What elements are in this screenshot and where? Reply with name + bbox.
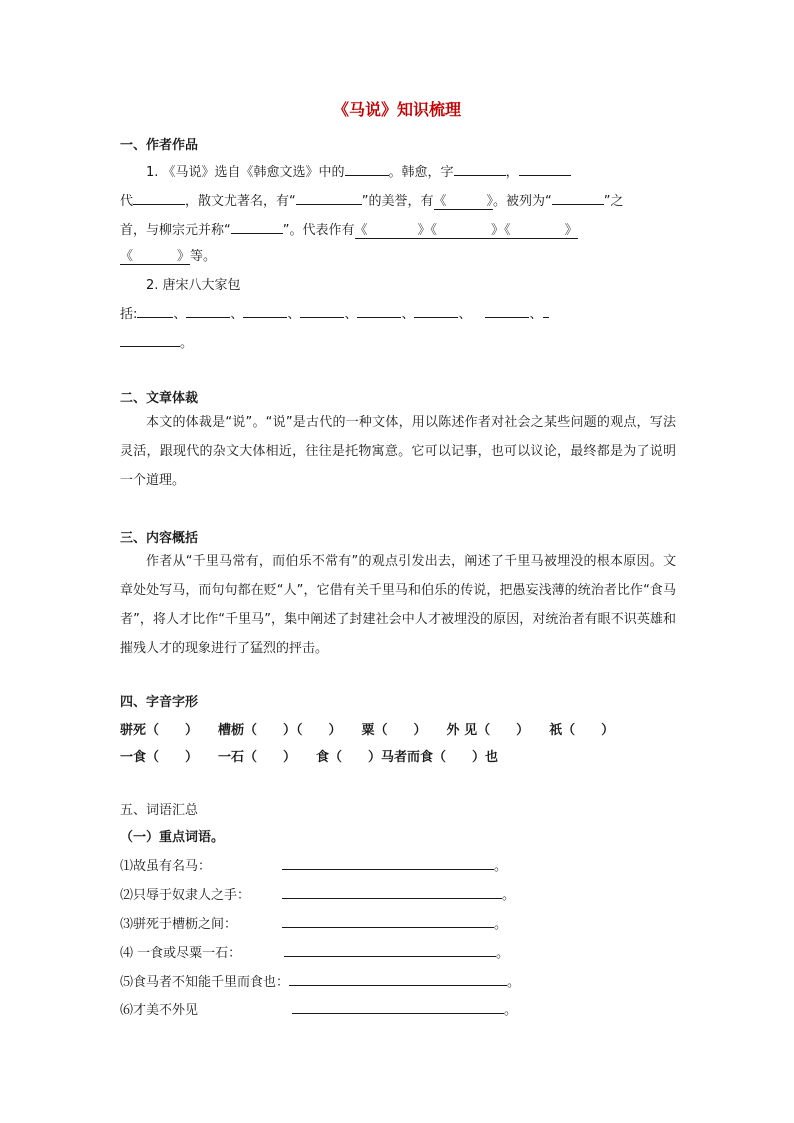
blank[interactable] [289,973,507,986]
pinyin-row-1 [120,719,614,738]
section-3-heading: 三、内容概括 [120,531,199,546]
blank[interactable] [345,162,389,176]
vocab-item-3: ⑶骈死于槽枥之间： [120,917,238,932]
blank[interactable] [414,304,458,318]
blank[interactable] [284,944,496,957]
pinyin-row-2 [120,746,498,765]
section-5-subheading: （一）重点词语。 [120,830,225,845]
s1-line-2: 代 ，散文尤著名，有“ ”的美誉，有《 》。被列为“ ”之 [120,190,624,209]
s1-q2-line-3: 。 [120,332,193,351]
vocab-answer-6: 。 [292,999,517,1018]
book-blank[interactable]: 《 》 [433,194,494,209]
blank[interactable] [543,304,549,318]
blank[interactable] [282,886,502,899]
book-blank[interactable]: 《 》《 》《 》 [354,223,578,238]
blank[interactable] [120,333,180,347]
section-3-paragraph: 作者从“千里马常有，而伯乐不常有”的观点引发出去，阐述了千里马被埋没的根本原因。文章处处写马，而句句都在贬“人”，它借有关千里马和伯乐的传说，把愚妄浅薄的统治者比作“食马者”，将人才比作“千里马”，集中阐述了封建社会中人才被埋没的原因，对统治者有眼不识英雄和摧残人才的现象进行了猛烈的抨击。 [120,554,676,656]
blank[interactable] [282,857,494,870]
blank[interactable] [357,304,401,318]
vocab-answer-4: 。 [284,942,509,961]
section-2-heading: 二、文章体裁 [120,391,199,406]
pinyin-item: 外 见（ ） [446,723,530,738]
pinyin-item: 祇（ ） [549,723,615,738]
vocab-item-2: ⑵只辱于奴隶人之手： [120,888,251,903]
vocab-item-6: ⑹才美不外见 [120,1003,199,1018]
blank[interactable] [519,162,571,176]
vocab-item-1: ⑴故虽有名马： [120,859,212,874]
pinyin-item: 一石（ ） [218,750,297,765]
s1-line-4: 《 》等。 [120,249,217,264]
blank[interactable] [552,191,604,205]
blank[interactable] [454,162,506,176]
blank[interactable] [292,1001,504,1014]
vocab-answer-3: 。 [282,913,507,932]
blank[interactable] [133,191,185,205]
s1-q2-line-2: 括: 、 、 、 、 、 、 、 [120,303,549,322]
blank[interactable] [300,304,344,318]
section-5-heading: 五、词语汇总 [120,803,199,818]
blank[interactable] [282,915,494,928]
pinyin-item: 骈死（ ） [120,723,199,738]
blank[interactable] [186,304,230,318]
section-4-heading: 四、字音字形 [120,695,199,710]
pinyin-item: 槽枥（ ）（ ） [218,723,342,738]
blank[interactable] [485,304,529,318]
blank[interactable] [137,304,173,318]
pinyin-item: 一食（ ） [120,750,199,765]
book-blank[interactable]: 《 》 [120,249,191,264]
s1-q2-line-1: 2. 唐宋八大家包 [146,278,241,293]
pinyin-item: 食（ ）马者而食（ ）也 [316,750,499,765]
vocab-answer-2: 。 [282,884,515,903]
vocab-item-5: ⑸食马者不知能千里而食也： 。 [120,975,521,990]
s1-line-3: 首，与柳宗元并称“ ”。代表作有《 》《 》《 》 [120,219,578,238]
page-title: 《马说》知识梳理 [332,100,461,119]
vocab-answer-1: 。 [282,855,507,874]
vocab-item-4: ⑷ 一食或尽粟一石： [120,946,242,961]
blank[interactable] [231,220,283,234]
blank[interactable] [243,304,287,318]
blank[interactable] [296,191,362,205]
s1-line-1: 1. 《马说》选自《韩愈文选》中的 。韩愈，字 ， [146,161,571,180]
pinyin-item: 粟（ ） [361,723,427,738]
section-2-paragraph: 本文的体裁是“说”。“说”是古代的一种文体，用以陈述作者对社会之某些问题的观点，写法灵活，跟现代的杂文大体相近，往往是托物寓意。它可以记事，也可以议论，最终都是为了说明一个道理。 [120,415,676,488]
section-1-heading: 一、作者作品 [120,138,199,153]
